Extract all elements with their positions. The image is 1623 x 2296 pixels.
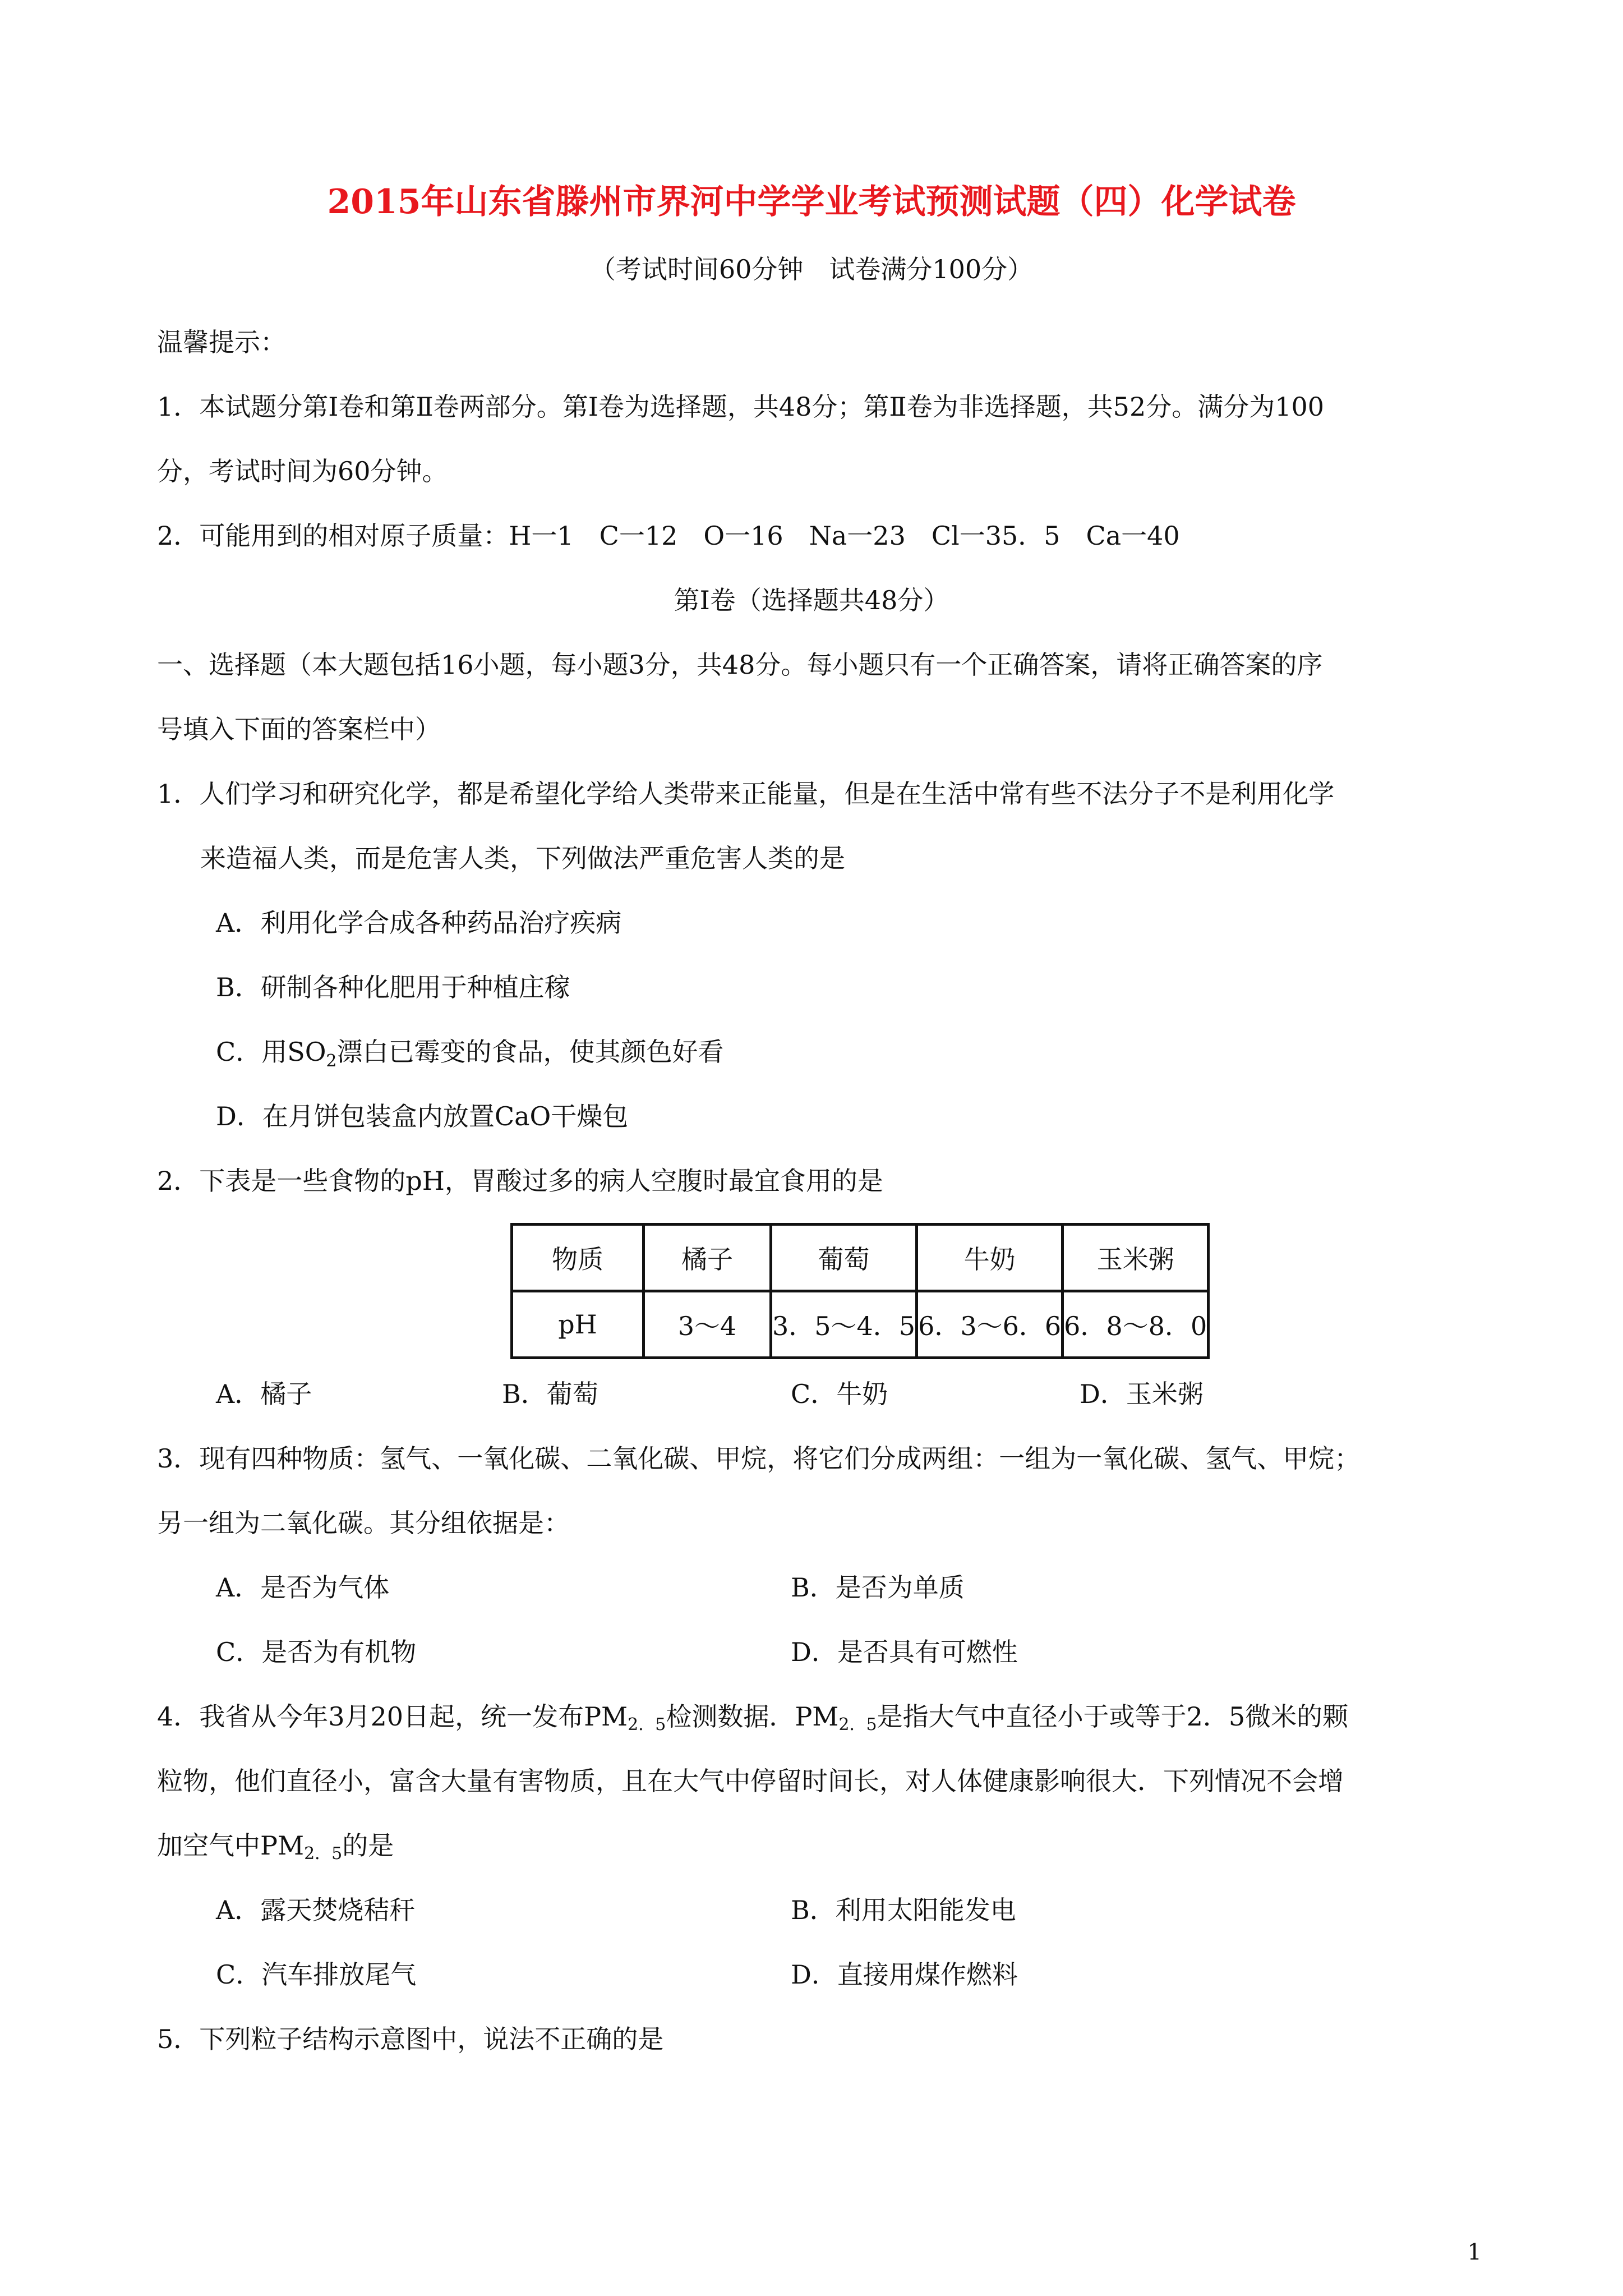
- notes-item-1-line-1: 1．本试题分第Ⅰ卷和第Ⅱ卷两部分。第Ⅰ卷为选择题，共48分；第Ⅱ卷为非选择题，共52分。满分为100: [157, 392, 1325, 422]
- question-4-text: 4．我省从今年3月20日起，统一发布PM: [157, 1701, 628, 1732]
- ph-table-cell: 6．3～6．6: [917, 1291, 1063, 1358]
- question-1-line-2: 来造福人类，而是危害人类，下列做法严重危害人类的是: [200, 843, 845, 873]
- question-1-option-c-subscript: 2: [326, 1051, 337, 1071]
- question-4-option-d: D．直接用煤作燃料: [791, 1959, 1018, 1990]
- ph-table-cell: 橘子: [644, 1225, 771, 1291]
- question-2-option-b: B．葡萄: [502, 1379, 598, 1409]
- notes-item-2: 2．可能用到的相对原子质量：H一1 C一12 O一16 Na一23 Cl一35．5 Ca一40: [157, 521, 1180, 551]
- page-title: 2015年山东省滕州市界河中学学业考试预测试题（四）化学试卷: [327, 182, 1296, 222]
- question-3-line-1: 3．现有四种物质：氢气、一氧化碳、二氧化碳、甲烷，将它们分成两组：一组为一氧化碳、氢气、甲烷；: [157, 1443, 1361, 1474]
- question-3-option-d: D．是否具有可燃性: [791, 1637, 1018, 1667]
- question-3-option-a: A．是否为气体: [216, 1572, 390, 1603]
- ph-table-value-row: [512, 1291, 1209, 1358]
- question-4-line-3: [157, 1829, 394, 1862]
- question-4-text: 是指大气中直径小于或等于2．5微米的颗: [877, 1701, 1349, 1732]
- question-4-text: 检测数据．PM: [666, 1701, 839, 1732]
- ph-table: [510, 1223, 1210, 1359]
- question-4-line-2: 粒物，他们直径小，富含大量有害物质，且在大气中停留时间长，对人体健康影响很大．下列情况不会增: [157, 1766, 1344, 1796]
- notes-heading: 温馨提示：: [157, 327, 286, 357]
- question-4-option-a: A．露天焚烧秸秆: [216, 1895, 416, 1925]
- ph-table-cell: 3．5～4．5: [771, 1291, 917, 1358]
- ph-table-cell: 6．8～8．0: [1063, 1291, 1209, 1358]
- question-1-option-c-pre: C．用SO: [216, 1037, 326, 1067]
- ph-table-cell: 葡萄: [771, 1225, 917, 1291]
- question-1-line-1: 1．人们学习和研究化学，都是希望化学给人类带来正能量，但是在生活中常有些不法分子不是利用化学: [157, 779, 1335, 809]
- question-1-option-d: D．在月饼包装盒内放置CaO干燥包: [216, 1101, 629, 1131]
- ph-table-cell: 牛奶: [917, 1225, 1063, 1291]
- question-4-text: 加空气中PM: [157, 1830, 305, 1861]
- question-3-option-b: B．是否为单质: [791, 1572, 965, 1603]
- ph-table-cell: pH: [512, 1291, 644, 1358]
- ph-table-header-row: [512, 1225, 1209, 1291]
- question-4-option-c: C．汽车排放尾气: [216, 1959, 417, 1990]
- question-2-option-c: C．牛奶: [791, 1379, 888, 1409]
- ph-table-cell: 3～4: [644, 1291, 771, 1358]
- question-3-option-c: C．是否为有机物: [216, 1637, 417, 1667]
- section-heading: 第Ⅰ卷（选择题共48分）: [674, 585, 949, 615]
- pm-subscript: 2．5: [838, 1715, 877, 1734]
- exam-subtitle: （考试时间60分钟 试卷满分100分）: [589, 254, 1034, 284]
- question-5-stem: 5．下列粒子结构示意图中，说法不正确的是: [157, 2024, 664, 2054]
- ph-table-cell: 玉米粥: [1063, 1225, 1209, 1291]
- section-intro-line-1: 一、选择题（本大题包括16小题，每小题3分，共48分。每小题只有一个正确答案，请将正确答案的序: [157, 650, 1323, 680]
- question-2-option-d: D．玉米粥: [1080, 1379, 1204, 1409]
- question-2-stem: 2．下表是一些食物的pH，胃酸过多的病人空腹时最宜食用的是: [157, 1166, 883, 1196]
- question-4-option-b: B．利用太阳能发电: [791, 1895, 1016, 1925]
- question-1-option-c: [216, 1035, 724, 1069]
- notes-item-1-line-2: 分，考试时间为60分钟。: [157, 456, 448, 486]
- pm-subscript: 2．5: [628, 1715, 666, 1734]
- pm-subscript: 2．5: [304, 1844, 343, 1864]
- page-number: 1: [1467, 2239, 1482, 2265]
- question-1-option-a: A．利用化学合成各种药品治疗疾病: [216, 908, 622, 938]
- question-2-option-a: A．橘子: [216, 1379, 312, 1409]
- question-1-option-b: B．研制各种化肥用于种植庄稼: [216, 972, 570, 1002]
- section-intro-line-2: 号填入下面的答案栏中）: [157, 714, 441, 744]
- question-3-line-2: 另一组为二氧化碳。其分组依据是：: [157, 1508, 570, 1538]
- question-4-text: 的是: [342, 1830, 394, 1861]
- question-4-line-1: [157, 1700, 1348, 1733]
- ph-table-cell: 物质: [512, 1225, 644, 1291]
- question-1-option-c-post: 漂白已霉变的食品，使其颜色好看: [336, 1037, 724, 1067]
